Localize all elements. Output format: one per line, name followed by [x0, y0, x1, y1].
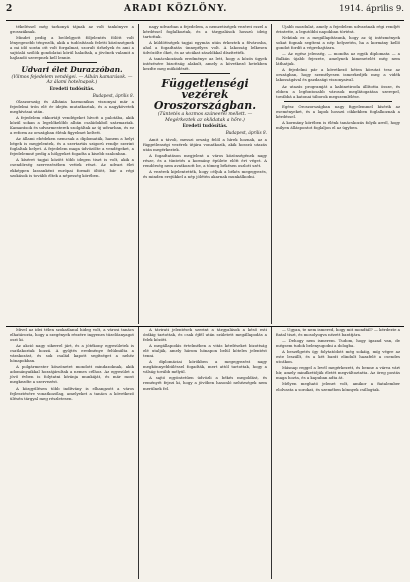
paragraph: Az akció nagy sikerrel járt, és a jótékony egyesületek is csatlakoztak hozzá. A gyűjtés eredménye felülmúlta a várakozást, és sok család kapott segítséget a nehéz hónapokban. [10, 343, 134, 364]
masthead [6, 4, 404, 21]
durazzo-body [10, 99, 134, 178]
paragraph: A tanácskozások eredménye az lett, hogy a közös ügyek intézésére bizottság alakult, amely a következő hetekben kezdte meg működését. [143, 56, 267, 72]
paragraph: A diplomáciai körökben a megegyezést nagy megkönnyebbüléssel fogadták, mert attól tartottak, hogy a válság tovább mélyül. [143, 359, 267, 375]
paragraph: A kormány körében is élénk tanácskozás folyik arról, hogy milyen álláspontot foglaljon el az ügyben. [276, 119, 400, 130]
bottom-column-2 [138, 327, 271, 579]
durazzo-headline: Udvari élet Durazzóban. [21, 65, 123, 75]
paragraph: Mivel az idei télen szokatlanul hideg volt, a városi tanács elhatározta, hogy a szegények részére ingyenes tüzelőanyagot oszt ki. [10, 327, 134, 343]
paragraph: A közgyűlésen több indítvány is elhangzott a város fejlesztésére vonatkozólag, amelyeket a tanács a következő ülésén tárgyal meg részletesen. [10, 385, 134, 401]
issue-date: 1914. április 9. [339, 4, 404, 14]
paragraph: A fejedelem ekkortájt vendégeket hívott a palotába, akik közül sokan a legelőkelőbb albán családokból származtak. Kamarások és udvarmesterek szolgáltak az új udvarban, és ez a reform az országban élénk figyelmet keltett. [10, 115, 134, 136]
col1-top-text [10, 24, 134, 60]
paragraph: nagy udvarban a fejedelem, a nemzetiségek vezérei ezzel a kérdéssel foglalkoztak, és a tárgyalások hosszú ideig tartottak. [143, 24, 267, 40]
column-3 [271, 24, 404, 324]
divider [180, 73, 230, 74]
russia-headline: Függetlenségi vezérek Oroszországban. [153, 77, 257, 113]
paragraph: — Ugyan, te nem ismered, hogy mit mondtál? — kérdezte a fiatal tiszt, és mosolyogva nézett barátjára. [276, 327, 400, 338]
page-number: 2 [6, 4, 13, 14]
russia-dateline: Budapest, április 8. [225, 130, 267, 136]
durazzo-byline: Eredeti tudósítás. [49, 86, 95, 92]
paragraph: Mélyen megható jelenet volt, amikor a fiatalember elolvasta a sorokat, és szemében könnyek csillogtak. [276, 381, 400, 392]
paragraph: Másnap reggel a levél megérkezett, és benne a várva várt hír, amely mindkettőjük életét megváltoztatta. Az öreg postás maga hozta, és a kapuban adta át. [276, 365, 400, 381]
durazzo-dateline: Budapest, április 8. [92, 92, 134, 98]
newspaper-title: ARADI KÖZLÖNY. [123, 4, 228, 14]
col2-top-text [143, 24, 267, 71]
paragraph: Mindet pedig a beölelgyott följelentés fölött volt lényegesebb tényezők, akik a tudósítások feletti közönségnek a mi idő során ott volt forgalmat, szorult űrhelyek és ami a sajtóalá szólók gondolatai körül haladtak, a jövőnek valamit a hajlandó szerepnek kell lennie. [10, 35, 134, 61]
durazzo-subhead: (Vilmos fejedelem vendégei. — Albán kamarások. — Az álami hotelnapok.) [11, 74, 133, 86]
paragraph: tékeléssel még tarkonyá tájnak az volt tankönyve a grosszáknak. [10, 24, 134, 35]
paragraph: A polgármester köszönetet mondott mindazoknak, akik adományaikkal hozzájárultak a nemes célhoz. Az egyesület a jövő évben is folytatni kívánja munkáját, és már most megkezdte a szervezést. [10, 364, 134, 385]
paragraph: Nekünk ez a megállapításunk, hogy az új intézmények sokat fognak segíteni a nép helyzetén, ha a kormány kellő gondot fordít a végrehajtásra. [276, 35, 400, 51]
paragraph: A küldöttségek tagjai egymás után érkeztek a fővárosba, ahol a fogadtatás ünnepélyes volt. A lakosság lelkesen üdvözölte őket, és az utcákat zászlókkal díszítették. [143, 40, 267, 56]
paragraph: A fogadtatáson megjelent a város közönségének nagy része, és a tüntetés a kormány épülete előtt ért véget. A rendőrség nem avatkozott be, a tömeg békésen oszlott szét. [143, 152, 267, 168]
col3-body [276, 104, 400, 130]
bottom-column-3 [271, 327, 404, 579]
col3-top-text [276, 24, 400, 99]
bottom-column-1 [6, 327, 138, 579]
paragraph: A távirati jelentések szerint a tárgyalások a késő esti órákig tartottak, és csak éjfél után született megállapodás a felek között. [143, 327, 267, 343]
column-2 [138, 24, 271, 324]
russia-body [143, 137, 267, 179]
column-1 [6, 24, 138, 324]
paragraph: Egész Oroszországban nagy figyelemmel kísérik az eseményeket, és a lapok hosszú cikkekben foglalkoznak a kérdéssel. [276, 103, 400, 119]
paragraph: Az állami ebédeken nemcsak a diplomaták, hanem a helyi bégek is megjelentek, és a szertartás szigorú rendje szerint foglaltak helyet. A fejedelem maga üdvözölte a vendégeket, a fejedelemné pedig a hölgyeket fogadta a kisebb szalonban. [10, 136, 134, 157]
divider [47, 62, 97, 63]
paragraph: A fejedelmi pár a következő héten körutat tesz az országban, hogy személyesen ismerkedjék meg a vidék lakosságával és gazdasági viszonyaival. [276, 67, 400, 83]
paragraph: Ujabb mozdulat, amely a fejedelem udvarának régi rendjét érintette, a legutóbbi napokban történt. [276, 24, 400, 35]
russia-subhead: (Tüntetés a kozmos száneeréi mellett. — Megérkeztek az oklidatak a hőre.) [157, 112, 253, 123]
paragraph: A beszélgetés így folytatódott még sokáig, míg végre az este leszállt, és a két barát elindult hazafelé a csendes utcákon. [276, 349, 400, 365]
paragraph: — Az egész jelenség, — mondta az egyik diplomata — a Balkán újabb fejezete, amelynek kimenetelét még nem láthatjuk. [276, 51, 400, 67]
divider [284, 101, 392, 102]
paragraph: A vezérek kijelentették, hogy céljuk a békés megegyezés, és minden erejükkel a nép jólétén akarnak munkálkodni. [143, 168, 267, 179]
russia-byline: Eredeti tudósítás. [182, 124, 228, 130]
paragraph: A sajtó egyöntetűen üdvözli a békés megoldást, és reményét fejezi ki, hogy a jövőben hasonló nehézségek nem merülnek fel. [143, 375, 267, 391]
paragraph: A megállapodás értelmében a vitás kérdéseket bizottság elé utalják, amely három hónapon belül köteles jelentést tenni. [143, 343, 267, 359]
paragraph: — Dehogy nem ismerem. Tudom, hogy igazad van, de mégsem tudok belenyugodni a dologba. [276, 338, 400, 349]
paragraph: A kíséret tagjai között több idegen tiszt is volt, akik a csendőrség szervezésében vettek részt. Az udvari élet ekképpen lassanként európai formát öltött, bár a régi szokások is tovább éltek a népesség körében. [10, 157, 134, 178]
paragraph: Olaszország és Albánia harmonikus viszonyai már a fejedelmi trón elé ér idején mutatkoztak, és a nagykövetek meghívásai után. [10, 98, 134, 115]
top-columns [6, 24, 404, 324]
bottom-columns [6, 326, 404, 579]
paragraph: Amit a távoli, messzi ország felől a hírek hoznak, az a függetlenségi vezérek útjára vonatkozik, akik hosszú utazás után megérkeztek. [143, 136, 267, 152]
paragraph: Az utazás programját a kabinetiroda állította össze, és ebben a legfontosabb városok meglátogatása szerepel, továbbá a katonai táborok megszemlélése. [276, 83, 400, 99]
